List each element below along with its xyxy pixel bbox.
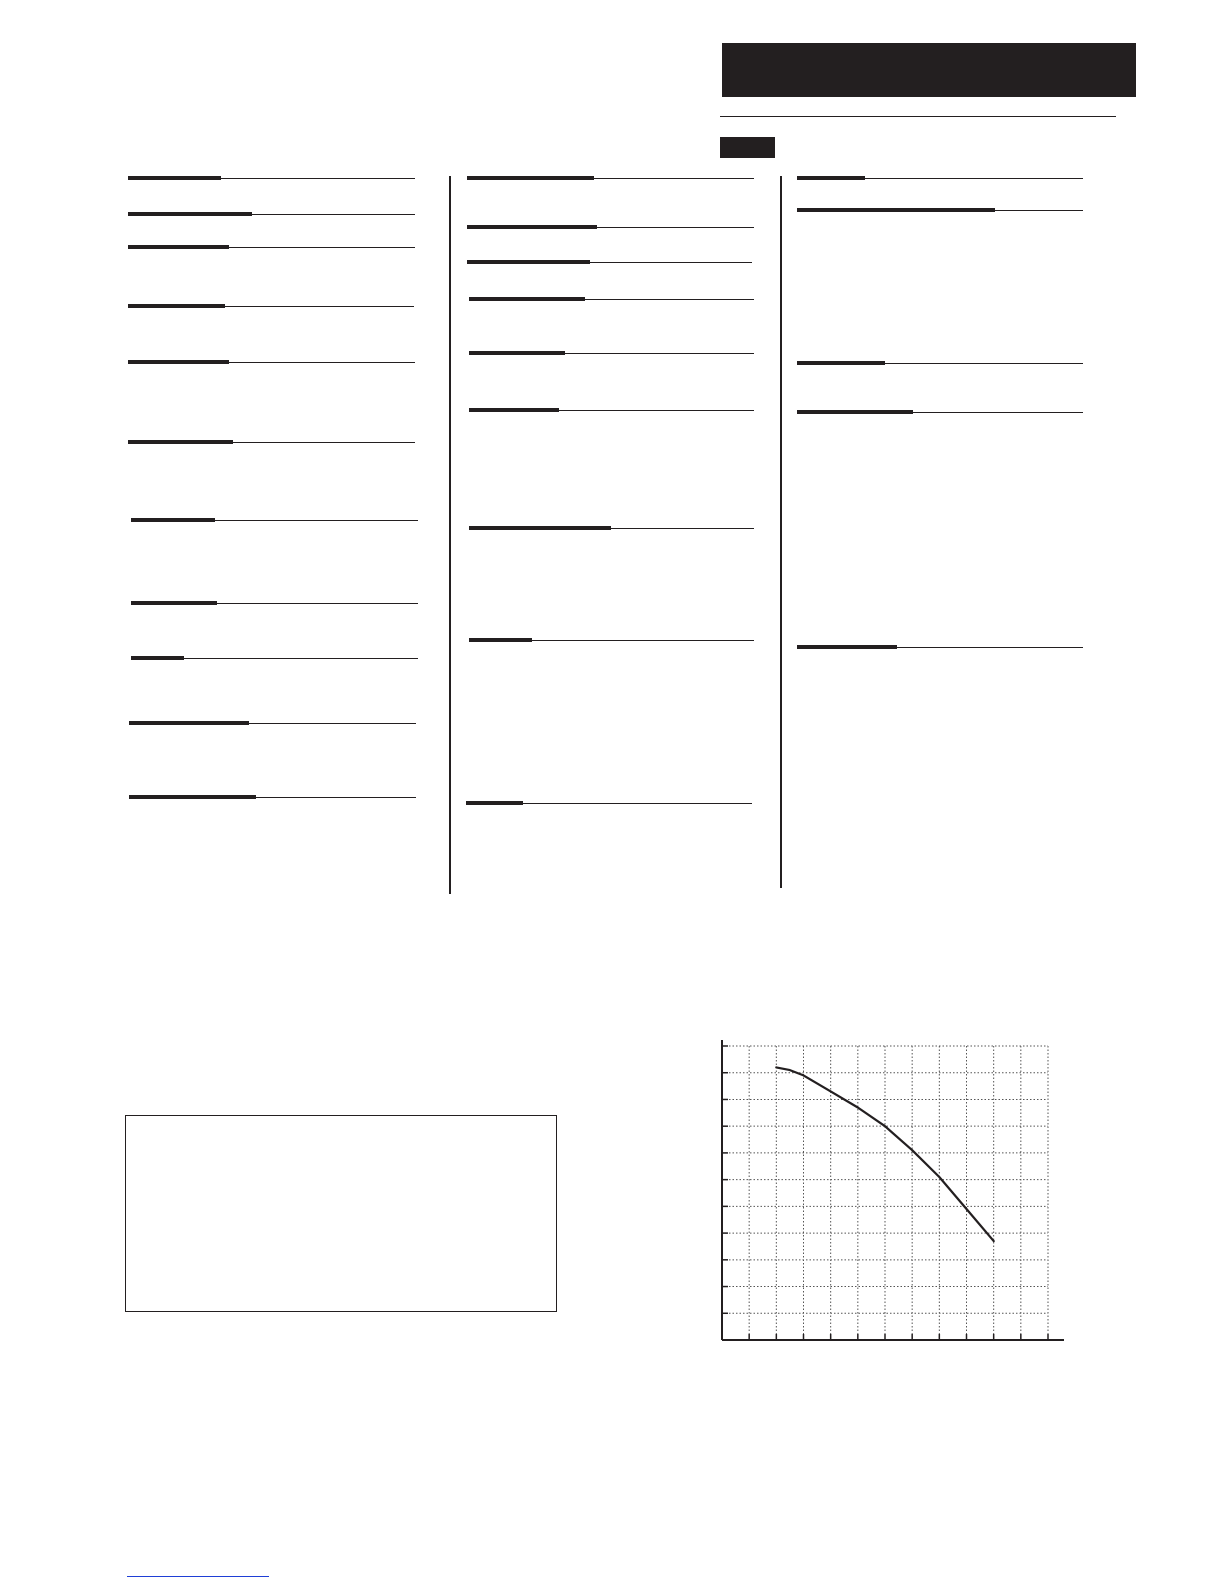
section-heading — [467, 260, 752, 264]
section-heading — [469, 351, 754, 355]
section-heading — [131, 601, 418, 605]
section-heading — [131, 518, 418, 522]
section-tag — [720, 137, 775, 158]
section-heading — [129, 721, 416, 725]
section-heading — [797, 208, 1083, 212]
document-title-bar — [722, 43, 1136, 97]
section-heading — [129, 795, 416, 799]
section-heading — [128, 360, 415, 364]
column-divider-left — [449, 176, 451, 894]
section-heading — [128, 245, 415, 249]
section-heading — [128, 176, 415, 180]
column-divider-right — [780, 176, 782, 888]
performance-curve-chart — [700, 1030, 1070, 1350]
section-heading — [467, 225, 754, 229]
section-heading — [466, 801, 752, 805]
figure-box — [125, 1115, 557, 1312]
section-heading — [128, 304, 414, 308]
section-heading — [797, 410, 1083, 414]
footer-link[interactable] — [127, 1576, 269, 1577]
section-heading — [469, 526, 754, 530]
section-heading — [469, 408, 754, 412]
section-heading — [797, 176, 1083, 180]
section-heading — [797, 645, 1083, 649]
section-heading — [469, 297, 754, 301]
header-rule — [720, 116, 1116, 117]
section-heading — [797, 361, 1083, 365]
section-heading — [128, 440, 415, 444]
section-heading — [469, 638, 754, 642]
section-heading — [128, 212, 415, 216]
section-heading — [131, 656, 418, 660]
section-heading — [467, 176, 754, 180]
